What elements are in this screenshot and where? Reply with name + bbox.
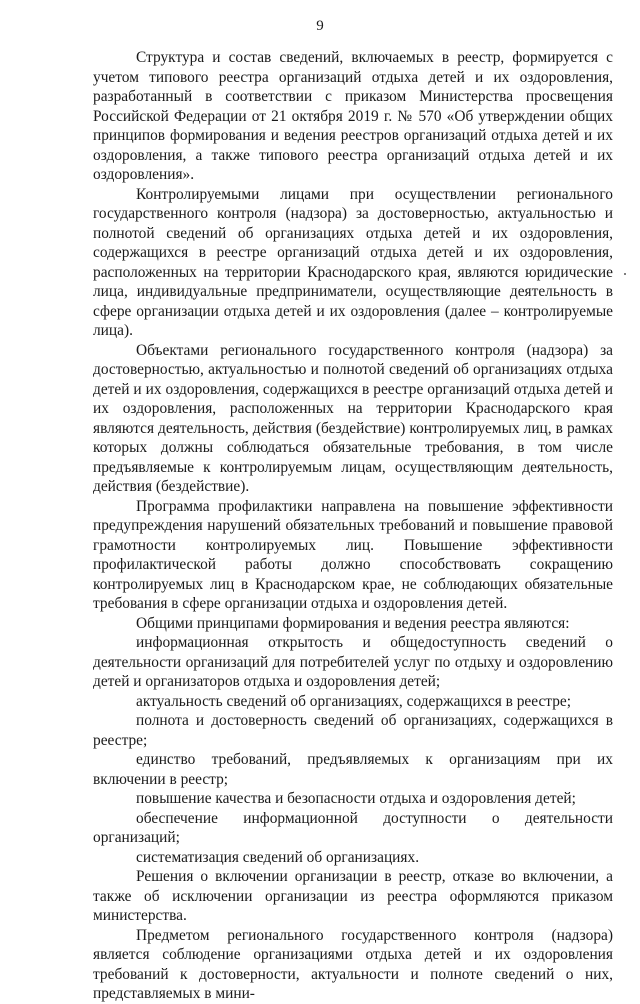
- paragraph-general-principles: Общими принципами формирования и ведения реестра являются:: [136, 614, 570, 632]
- paragraph-prevention-program: Программа профилактики направлена на повышение эффективности предупреждения нарушений обязательных требований и повышение правовой грамотности контролируемых лиц. Повышение эффективности профилактической работы должно способствовать сокращению контролируемых лиц в Краснодарском крае, не соблюдающих обязательные требования в сфере организации отдыха и оздоровления детей.: [93, 497, 613, 612]
- list-item-information-access: обеспечение информационной доступности о деятельности организаций;: [93, 809, 613, 846]
- list-item-openness: информационная открытость и общедоступность сведений о деятельности организаций для потребителей услуг по отдыху и оздоровлению детей и организаторов отдыха и оздоровления детей;: [93, 634, 613, 690]
- list-item-relevance: актуальность сведений об организациях, содержащихся в реестре;: [136, 692, 572, 710]
- paragraph-decisions: Решения о включении организации в реестр, отказе во включении, а также об исключении организации из реестра оформляются приказом министерства.: [93, 868, 613, 924]
- list-item-completeness: полнота и достоверность сведений об организациях, содержащихся в реестре;: [93, 712, 613, 749]
- paragraph-control-objects: Объектами регионального государственного контроля (надзора) за достоверностью, актуальностью и полнотой сведений об организациях отдыха детей и их оздоровления, содержащихся в реестре организаций отдыха детей и их оздоровления, расположенных на территории Краснодарского края являются деятельность, действия (бездействие) контролируемых лиц, в рамках которых должны соблюдаться обязательные требования, в том числе предъявляемые к контролируемым лицам, осуществляющим деятельность, действия (бездействие).: [93, 341, 613, 495]
- page-number: 9: [316, 18, 324, 34]
- paragraph-registry-structure: Структура и состав сведений, включаемых в реестр, формируется с учетом типового реестра организаций отдыха детей и их оздоровления, разработанный в соответствии с приказом Министерства просвещения Российской Федерации от 21 октября 2019 г. № 570 «Об утверждении общих принципов формирования и ведения реестров организаций отдыха детей и их оздоровления, а также типового реестра организаций отдыха детей и их оздоровления».: [93, 49, 613, 183]
- paragraph-control-subject: Предметом регионального государственного контроля (надзора) является соблюдение организациями отдыха детей и их оздоровления требований к достоверности, актуальности и полноте сведений о них, представляемых в мини-: [93, 926, 613, 1002]
- list-item-quality-safety: повышение качества и безопасности отдыха и оздоровления детей;: [136, 790, 576, 807]
- paragraph-controlled-persons: Контролируемыми лицами при осуществлении регионального государственного контроля (надзора) за достоверностью, актуальностью и полнотой сведений об организациях отдыха детей и их оздоровления, содержащихся в реестре организаций отдыха детей и их оздоровления, расположенных на территории Краснодарского края, являются юридические лица, индивидуальные предприниматели, осуществляющие деятельность в сфере организации отдыха детей и их оздоровления (далее – контролируемые лица).: [93, 185, 613, 339]
- document-body: [93, 48, 613, 1004]
- list-item-uniform-requirements: единство требований, предъявляемых к организациям при их включении в реестр;: [93, 751, 613, 788]
- margin-mark: [624, 273, 626, 275]
- list-item-systematization: систематизация сведений об организациях.: [136, 848, 420, 866]
